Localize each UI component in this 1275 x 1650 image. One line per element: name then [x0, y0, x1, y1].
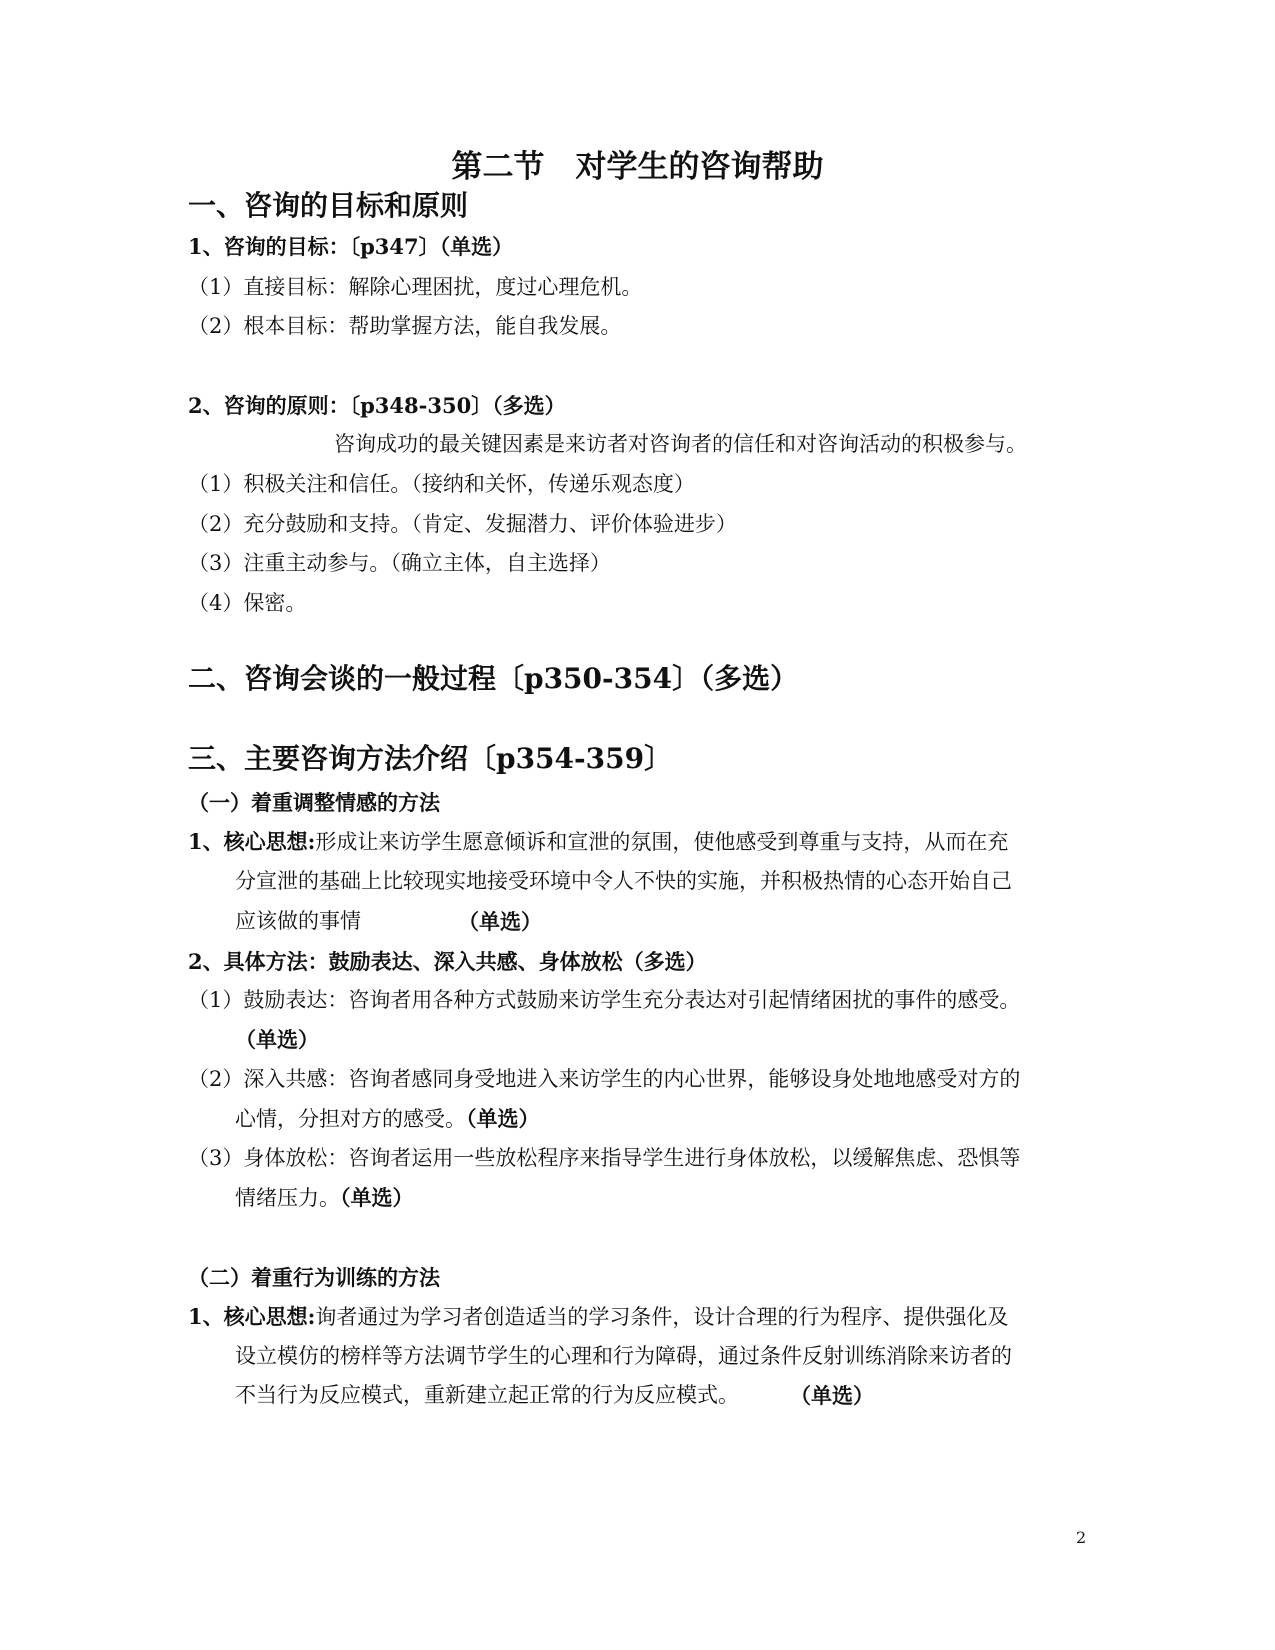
core-idea-label: 1、核心思想: [188, 1304, 316, 1329]
core-idea-text: 分宣泄的基础上比较现实地接受环境中令人不快的实施，并积极热情的心态开始自己 [235, 869, 1012, 893]
specific-methods-heading: 2、具体方法：鼓励表达、深入共感、身体放松（多选） [188, 949, 707, 974]
goal-item: （1）直接目标：解除心理困扰，度过心理危机。 [188, 275, 643, 299]
core-idea-text: 不当行为反应模式，重新建立起正常的行为反应模式。 [235, 1383, 739, 1407]
principle-item: （4）保密。 [188, 591, 307, 615]
principle-heading: 2、咨询的原则：〔p348-350〕（多选） [188, 393, 566, 418]
section-2-heading: 二、咨询会谈的一般过程〔p350-354〕（多选） [188, 662, 799, 695]
behavior-method-heading: （二）着重行为训练的方法 [188, 1265, 440, 1290]
method-item: （2）深入共感：咨询者感同身受地进入来访学生的内心世界，能够设身处地地感受对方的 [188, 1067, 1021, 1091]
core-idea-text: 设立模仿的榜样等方法调节学生的心理和行为障碍，通过条件反射训练消除来访者的 [235, 1344, 1012, 1368]
principle-item: （2）充分鼓励和支持。（肯定、发掘潜力、评价体验进步） [188, 512, 737, 536]
emotion-method-heading: （一）着重调整情感的方法 [188, 790, 440, 815]
method-item: （3）身体放松：咨询者运用一些放松程序来指导学生进行身体放松，以缓解焦虑、恐惧等 [188, 1146, 1021, 1170]
question-type-tag: （单选） [790, 1383, 874, 1408]
page-number: 2 [1076, 1528, 1087, 1547]
question-type-tag: （单选） [458, 909, 542, 934]
section-3-heading: 三、主要咨询方法介绍〔p354-359〕 [188, 742, 673, 775]
question-type-tag: （单选） [340, 1185, 414, 1210]
goal-heading: 1、咨询的目标：〔p347〕（单选） [188, 234, 514, 259]
core-idea-text: 形成让来访学生愿意倾诉和宣泄的氛围，使他感受到尊重与支持，从而在充 [315, 830, 1009, 854]
page-title: 第二节 对学生的咨询帮助 [451, 149, 824, 185]
principle-note: 咨询成功的最关键因素是来访者对咨询者的信任和对咨询活动的积极参与。 [334, 432, 1027, 456]
section-1-heading: 一、咨询的目标和原则 [188, 189, 469, 222]
principle-item: （1）积极关注和信任。（接纳和关怀，传递乐观态度） [188, 472, 695, 496]
core-idea-text: 询者通过为学习者创造适当的学习条件，设计合理的行为程序、提供强化及 [315, 1305, 1009, 1329]
principle-item: （3）注重主动参与。（确立主体，自主选择） [188, 551, 611, 575]
method-item: 情绪压力。 [235, 1186, 340, 1210]
core-idea-text: 应该做的事情 [235, 909, 361, 933]
goal-item: （2）根本目标：帮助掌握方法，能自我发展。 [188, 314, 622, 338]
question-type-tag: （单选） [466, 1106, 540, 1131]
question-type-tag: （单选） [235, 1027, 319, 1052]
core-idea-label: 1、核心思想: [188, 829, 316, 854]
method-item: （1）鼓励表达：咨询者用各种方式鼓励来访学生充分表达对引起情绪困扰的事件的感受。 [188, 988, 1021, 1012]
method-item: 心情，分担对方的感受。 [235, 1107, 466, 1131]
